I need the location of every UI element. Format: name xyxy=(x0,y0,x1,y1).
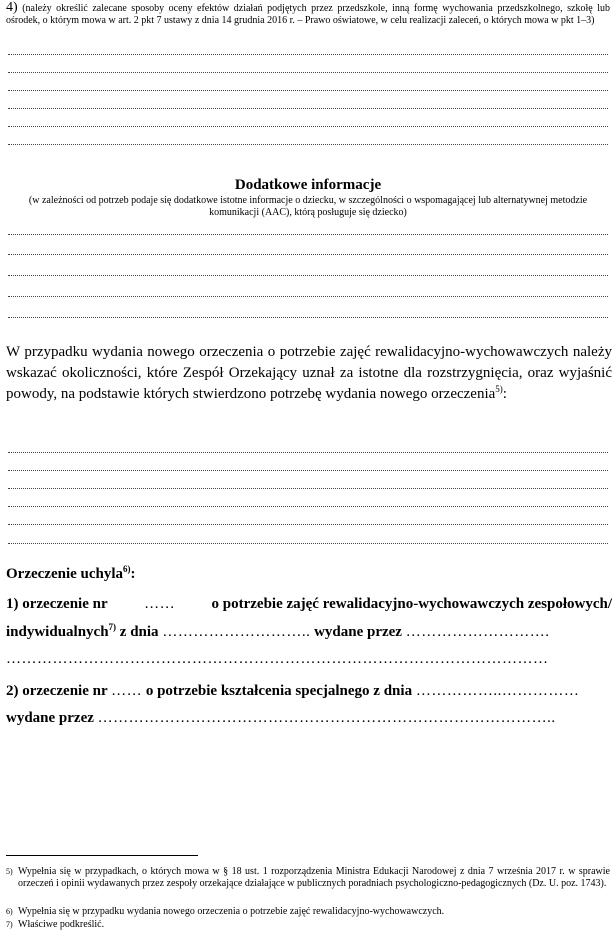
fill-line[interactable] xyxy=(8,543,608,544)
footnote-6-text: Wypełnia się w przypadku wydania nowego orzeczenia o potrzebie zajęć rewalidacyjno-wychowawczych. xyxy=(18,906,445,917)
revokes-heading-suffix: : xyxy=(130,566,136,582)
item-1-number-field[interactable]: …… xyxy=(144,596,176,612)
footnote-5-text: Wypełnia się w przypadkach, o których mowa w § 18 ust. 1 rozporządzenia Ministra Edukacji Narodowej z dnia 7 września 2017 r. w sprawie orzeczeń i opinii wydawanych przez zespoły orzekające działające w publicznych poradniach psychologiczno-pedagogicznych (Dz. U. poz. 1743). xyxy=(18,866,610,889)
fill-line[interactable] xyxy=(8,126,608,127)
item-1-individual: indywidualnych xyxy=(6,624,109,640)
item-1-desc: o potrzebie zajęć rewalidacyjno-wychowawczych zespołowych/ xyxy=(211,596,612,612)
footnote-5 xyxy=(6,866,610,889)
footnote-ref-6: 6) xyxy=(123,564,131,574)
fill-line[interactable] xyxy=(8,296,608,297)
footnote-7-text: Właściwe podkreślić. xyxy=(18,919,105,930)
new-ruling-text: W przypadku wydania nowego orzeczenia o potrzebie zajęć rewalidacyjno-wychowawczych należy wskazać okoliczności, które Zespół Orzekający uznał za istotne dla rozstrzygnięcia, oraz wyjaśnić powody, na podstawie których stwierdzono potrzebę wydania nowego orzeczenia xyxy=(6,344,612,402)
item-1-line-1 xyxy=(6,596,612,613)
item-2-line-1 xyxy=(6,683,612,700)
fill-line[interactable] xyxy=(8,108,608,109)
fill-line[interactable] xyxy=(8,234,608,235)
footnote-5-mark: 5) xyxy=(6,867,13,876)
footnote-7 xyxy=(6,919,610,931)
item-1-date-label: z dnia xyxy=(119,624,159,640)
fill-line[interactable] xyxy=(8,317,608,318)
fill-line[interactable] xyxy=(8,452,608,453)
item-1-date-field[interactable]: ……………………….. xyxy=(162,624,311,640)
additional-info-note: (w zależności od potrzeb podaje się dodatkowe istotne informacje o dziecku, w szczególności o wspomagającej lub alternatywnej metodzie komunikacji (AAC), którą posługuje się dziecko) xyxy=(28,195,588,218)
item-2-date-field[interactable]: ……………..…………… xyxy=(415,683,580,699)
item-1-line-3[interactable] xyxy=(6,651,612,668)
item-1-issued-by-field[interactable]: ………………………. xyxy=(405,624,550,640)
fill-line[interactable] xyxy=(8,254,608,255)
item-2-issued-by-field[interactable]: …………………………………………………………………………….. xyxy=(97,710,556,726)
item-2-line-2 xyxy=(6,710,612,727)
footnote-ref-7: 7) xyxy=(108,622,117,632)
item-1-line-2 xyxy=(6,624,612,641)
revokes-heading xyxy=(6,566,136,583)
item-2-issued-by-label: wydane przez xyxy=(6,710,94,726)
fill-line[interactable] xyxy=(8,72,608,73)
fill-line[interactable] xyxy=(8,488,608,489)
additional-info-heading: Dodatkowe informacje xyxy=(234,177,382,193)
fill-line[interactable] xyxy=(8,144,608,145)
fill-line[interactable] xyxy=(8,524,608,525)
new-ruling-suffix: : xyxy=(502,386,507,402)
new-ruling-paragraph xyxy=(6,342,612,405)
section-4-number: 4) xyxy=(6,0,18,15)
item-1-continuation-field[interactable]: …………………………………………………………………………………………… xyxy=(6,651,549,667)
revokes-heading-text: Orzeczenie uchyla xyxy=(6,566,124,582)
footnote-7-mark: 7) xyxy=(6,920,13,929)
fill-line[interactable] xyxy=(8,506,608,507)
section-4-text: (należy określić zalecane sposoby oceny efektów działań podjętych przez przedszkole, inną formę wychowania przedszkolnego, szkołę lub ośrodek, o którym mowa w art. 2 pkt 7 ustawy z dnia 14 grudnia 2016 r. – Prawo oświatowe, w celu realizacji zaleceń, o których mowa w pkt 1–3) xyxy=(6,3,611,26)
footnote-ref-5: 5) xyxy=(495,384,503,394)
fill-line[interactable] xyxy=(8,90,608,91)
footnote-6-mark: 6) xyxy=(6,907,13,916)
section-4-instructions xyxy=(6,2,610,27)
fill-line[interactable] xyxy=(8,275,608,276)
footnote-6 xyxy=(6,906,610,918)
item-2-number-field[interactable]: …… xyxy=(111,683,143,699)
item-2-desc: o potrzebie kształcenia specjalnego z dnia xyxy=(145,683,413,699)
footnote-separator xyxy=(6,855,198,856)
item-2-label: 2) orzeczenie nr xyxy=(6,683,108,699)
fill-line[interactable] xyxy=(8,54,608,55)
item-1-issued-by-label: wydane przez xyxy=(314,624,402,640)
fill-line[interactable] xyxy=(8,470,608,471)
item-1-label: 1) orzeczenie nr xyxy=(6,596,108,612)
